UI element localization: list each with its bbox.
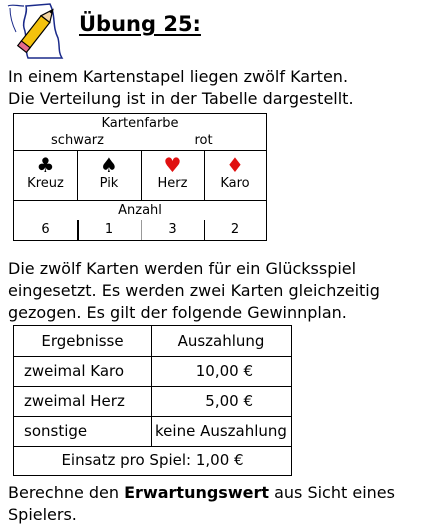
task-keyword: Erwartungswert [124, 483, 269, 502]
payout-header: Auszahlung [177, 332, 265, 350]
spade-icon: ♠ [100, 153, 118, 177]
task-line-1 [8, 482, 395, 504]
suit-name: Kreuz [27, 176, 64, 191]
game-line-2: eingesetzt. Es werden zwei Karten gleichzeitig [8, 281, 380, 300]
count-header: Anzahl [118, 203, 162, 218]
count-karo: 2 [230, 222, 240, 237]
result-cell: sonstige [24, 422, 88, 440]
task-line-2: Spielers. [8, 505, 77, 524]
result-cell: zweimal Karo [24, 362, 125, 380]
pencil-paper-icon [6, 2, 66, 60]
prize-table [13, 325, 292, 476]
suit-karo [204, 154, 266, 198]
suit-herz [141, 154, 204, 198]
prize-row [14, 356, 291, 386]
exercise-title: Übung 25: [79, 12, 201, 36]
red-group-label: rot [194, 133, 213, 148]
intro-line-2: Die Verteilung ist in der Tabelle dargestellt. [8, 89, 354, 108]
payout-cell: keine Auszahlung [155, 422, 287, 440]
payout-cell: 5,00 € [205, 392, 253, 410]
count-herz: 3 [168, 222, 177, 237]
divider [14, 200, 266, 201]
suit-name: Karo [220, 176, 250, 191]
intro-line-1: In einem Kartenstapel liegen zwölf Karten. [8, 67, 349, 86]
prize-header-row [14, 326, 291, 356]
club-icon: ♣ [36, 153, 55, 177]
suit-name: Pik [99, 176, 119, 191]
divider [14, 356, 291, 357]
game-description [8, 258, 380, 324]
game-line-1: Die zwölf Karten werden für ein Glücksspiel [8, 259, 357, 278]
task-pre: Berechne den [8, 483, 125, 502]
divider [14, 150, 266, 151]
result-cell: zweimal Herz [24, 392, 125, 410]
divider [14, 416, 291, 417]
heart-icon: ♥ [163, 153, 182, 177]
divider [151, 326, 152, 446]
black-group-label: schwarz [51, 133, 104, 148]
game-line-3: gezogen. Es gilt der folgende Gewinnplan. [8, 303, 347, 322]
count-kreuz: 6 [41, 222, 50, 237]
task-post: aus Sicht eines [269, 483, 395, 502]
diamond-icon: ♦ [226, 153, 244, 177]
prize-row [14, 416, 291, 446]
intro-text [8, 66, 354, 110]
suit-kreuz [14, 154, 77, 198]
count-pik: 1 [104, 222, 114, 237]
suit-pik [77, 154, 141, 198]
prize-row [14, 386, 291, 416]
divider [14, 386, 291, 387]
card-distribution-table [13, 113, 267, 241]
suit-name: Herz [157, 176, 188, 191]
results-header: Ergebnisse [41, 332, 124, 350]
card-color-header: Kartenfarbe [101, 116, 179, 131]
divider [14, 446, 291, 447]
stake-row: Einsatz pro Spiel: 1,00 € [61, 451, 244, 469]
task-text [8, 482, 395, 526]
payout-cell: 10,00 € [195, 362, 253, 380]
